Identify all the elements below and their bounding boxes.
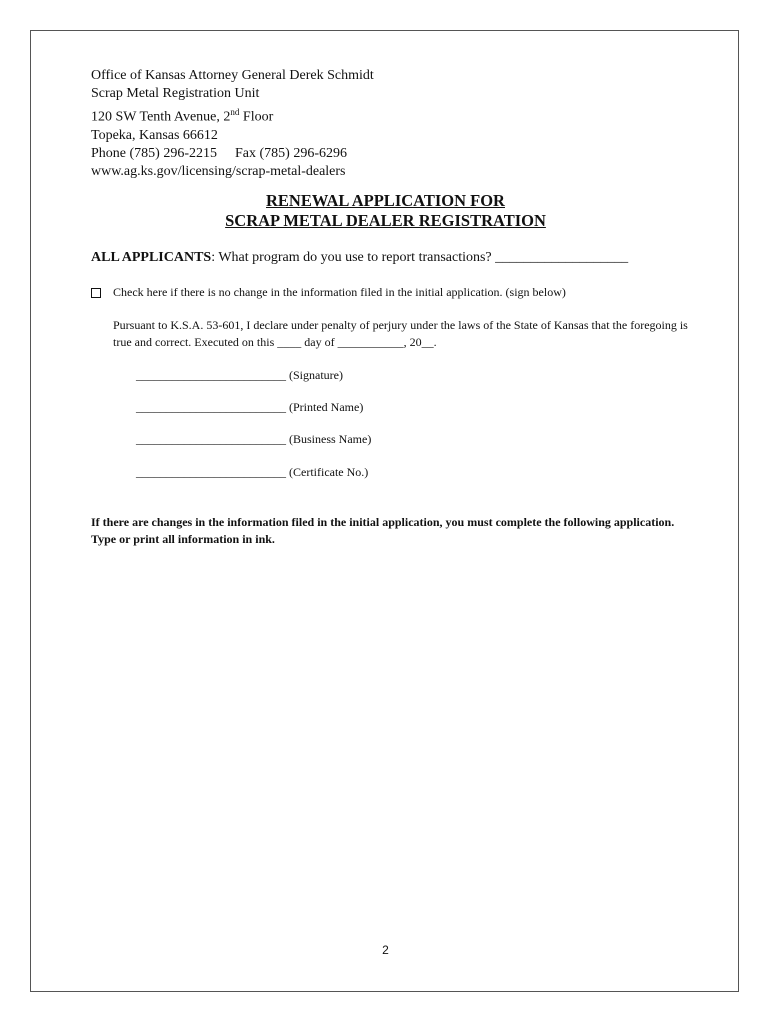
page-number: 2 [382,943,389,957]
signature-line[interactable]: _________________________ (Signature) [136,368,343,382]
printed-name-line[interactable]: _________________________ (Printed Name) [136,400,364,414]
street-address: 120 SW Tenth Avenue, 2nd Floor [91,107,274,125]
no-change-label: Check here if there is no change in the information filed in the initial application. (sign below) [113,285,566,299]
all-applicants-label: ALL APPLICANTS [91,250,212,265]
form-title-line1: RENEWAL APPLICATION FOR [266,191,505,210]
changes-instruction: If there are changes in the information filed in the initial application, you must complete the following application. Type or print all information in ink. [91,515,675,546]
certificate-number-line[interactable]: _________________________ (Certificate No.) [136,465,369,479]
phone-number: Phone (785) 296-2215 [91,145,217,161]
website-url: www.ag.ks.gov/licensing/scrap-metal-dealers [91,163,346,179]
document-page [30,30,739,992]
perjury-declaration: Pursuant to K.S.A. 53-601, I declare under penalty of perjury under the laws of the State of Kansas that the foregoing is true and correct. Executed on this ____ day of ___________, 20__. [113,318,688,349]
form-title-line2: SCRAP METAL DEALER REGISTRATION [225,211,546,230]
no-change-row [91,285,566,300]
city-state-zip: Topeka, Kansas 66612 [91,127,218,143]
contact-numbers [91,145,374,163]
form-title [31,191,740,231]
no-change-checkbox[interactable] [91,288,101,298]
fax-number: Fax (785) 296-6296 [235,145,347,161]
business-name-line[interactable]: _________________________ (Business Name) [136,432,372,446]
reporting-program-question[interactable]: : What program do you use to report transactions? ___________________ [211,250,629,265]
office-address-block [91,67,374,181]
all-applicants-question [91,250,628,266]
unit-name: Scrap Metal Registration Unit [91,86,260,101]
office-name: Office of Kansas Attorney General Derek Schmidt [91,68,374,83]
